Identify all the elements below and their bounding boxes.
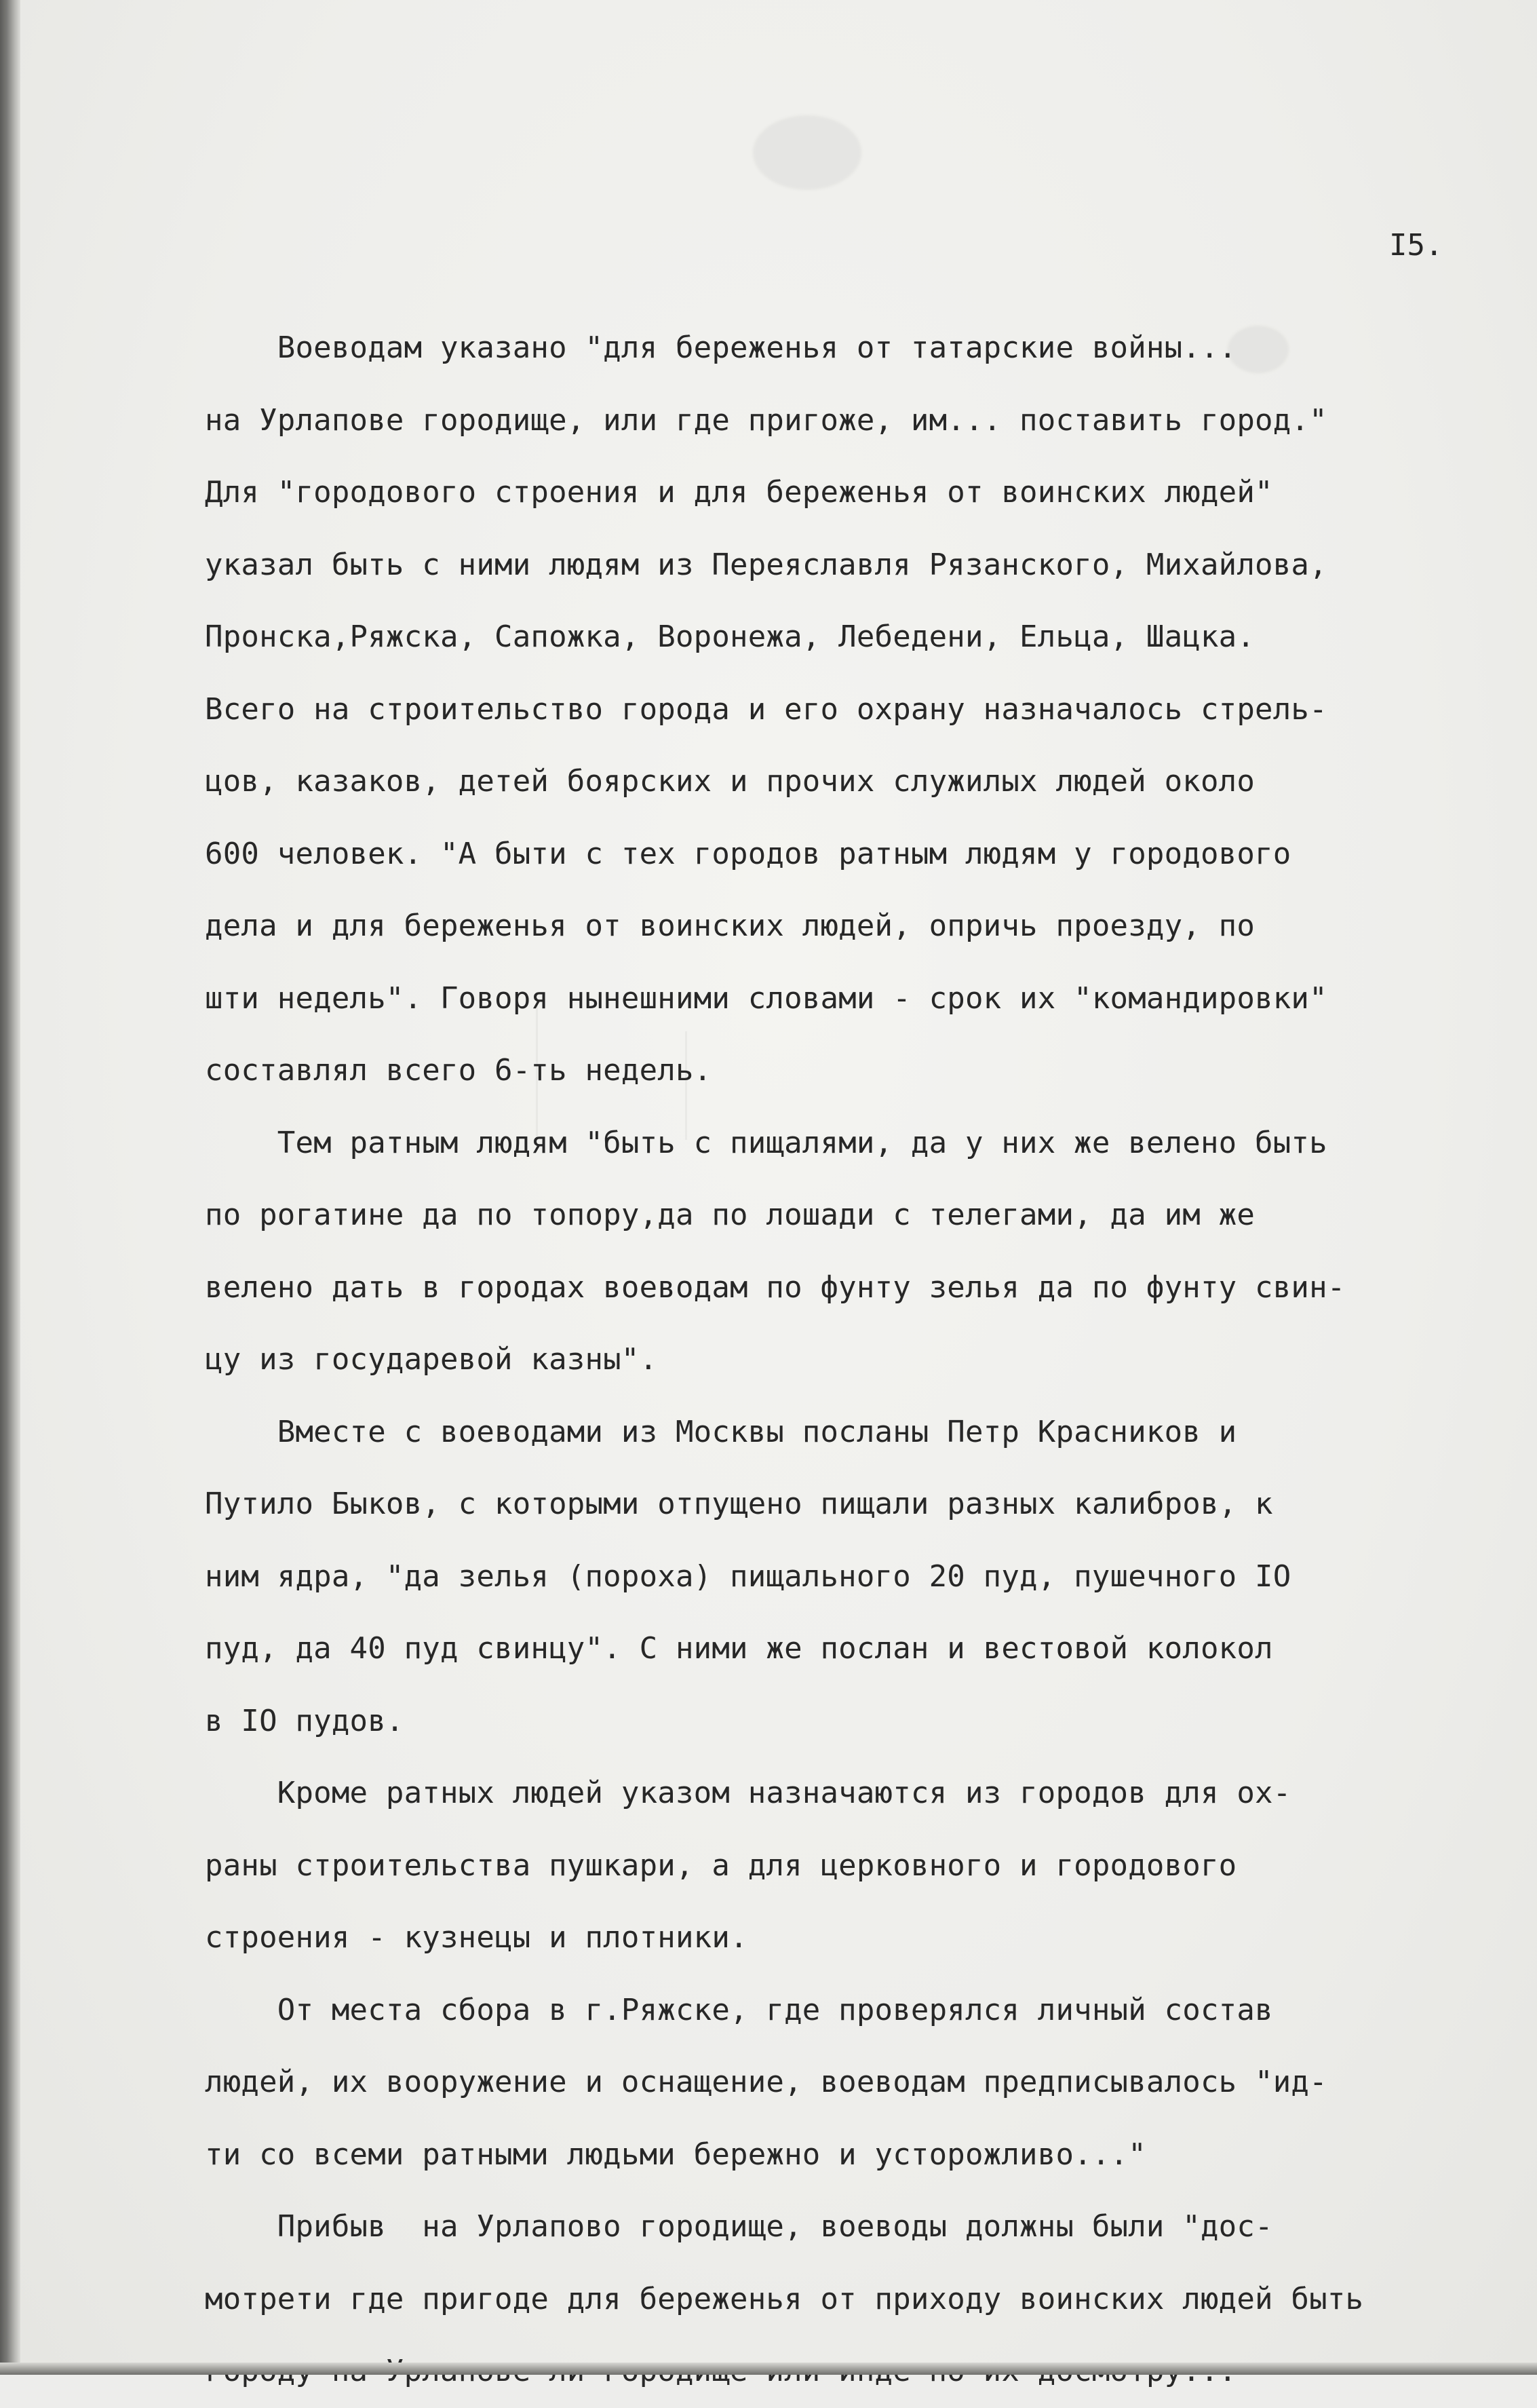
text-line: мотрети где пригоде для береженья от приходу воинских людей быть (205, 2281, 1364, 2316)
text-line: строения - кузнецы и плотники. (205, 1920, 748, 1955)
text-line: ти со всеми ратными людьми бережно и усторожливо..." (205, 2137, 1146, 2172)
text-line: велено дать в городах воеводам по фунту зелья да по фунту свин- (205, 1269, 1346, 1305)
text-line: Путило Быков, с которыми отпущено пищали разных калибров, к (205, 1487, 1273, 1521)
text-line: в IO пудов. (205, 1703, 404, 1738)
text-line: Для "городового строения и для береженья от воинских людей" (205, 475, 1273, 510)
text-line: людей, их вооружение и оснащение, воеводам предписывалось "ид- (205, 2065, 1327, 2099)
paper-smudge (753, 115, 861, 190)
text-line: цов, казаков, детей боярских и прочих служилых людей около (205, 764, 1256, 799)
text-line: 600 человек. "А быти с тех городов ратным людям у городового (205, 836, 1291, 871)
text-line: От места сбора в г.Ряжске, где проверялся личный состав (205, 1992, 1273, 2027)
scan-frame-left-edge (0, 0, 20, 2375)
text-line: ним ядра, "да зелья (пороха) пищального 20 пуд, пушечного IO (205, 1559, 1291, 1594)
page-number: I5. (1389, 228, 1443, 263)
text-line: составлял всего 6-ть недель. (205, 1053, 712, 1088)
text-line: Прибыв на Урлапово городище, воеводы должны были "дос- (205, 2209, 1273, 2244)
typewritten-body (205, 312, 1534, 2408)
text-line: Вместе с воеводами из Москвы посланы Петр Красников и (205, 1414, 1237, 1449)
text-line: дела и для береженья от воинских людей, опричь проезду, по (205, 909, 1256, 943)
text-line: шти недель". Говоря нынешними словами - срок их "командировки" (205, 980, 1327, 1016)
text-line: цу из государевой казны". (205, 1342, 658, 1377)
text-line: указал быть с ними людям из Переяславля Рязанского, Михайлова, (205, 547, 1327, 582)
text-line: Всего на строительство города и его охрану назначалось стрель- (205, 691, 1327, 727)
scan-frame-bottom-edge (0, 2363, 1537, 2375)
text-line: раны строительства пушкари, а для церковного и городового (205, 1848, 1237, 1883)
text-line: на Урлапове городище, или где пригоже, им... поставить город." (205, 402, 1327, 438)
text-line: Кроме ратных людей указом назначаются из городов для ох- (205, 1776, 1291, 1810)
text-line: Тем ратным людям "быть с пищалями, да у них же велено быть (205, 1125, 1327, 1160)
text-line: Пронска,Ряжска, Сапожка, Воронежа, Лебедени, Ельца, Шацка. (205, 619, 1256, 654)
text-line: по рогатине да по топору,да по лошади с телегами, да им же (205, 1198, 1256, 1232)
text-line: пуд, да 40 пуд свинцу". С ними же послан и вестовой колокол (205, 1631, 1273, 1666)
document-page (20, 0, 1537, 2363)
text-line: Воеводам указано "для береженья от татарские войны... (205, 330, 1237, 365)
